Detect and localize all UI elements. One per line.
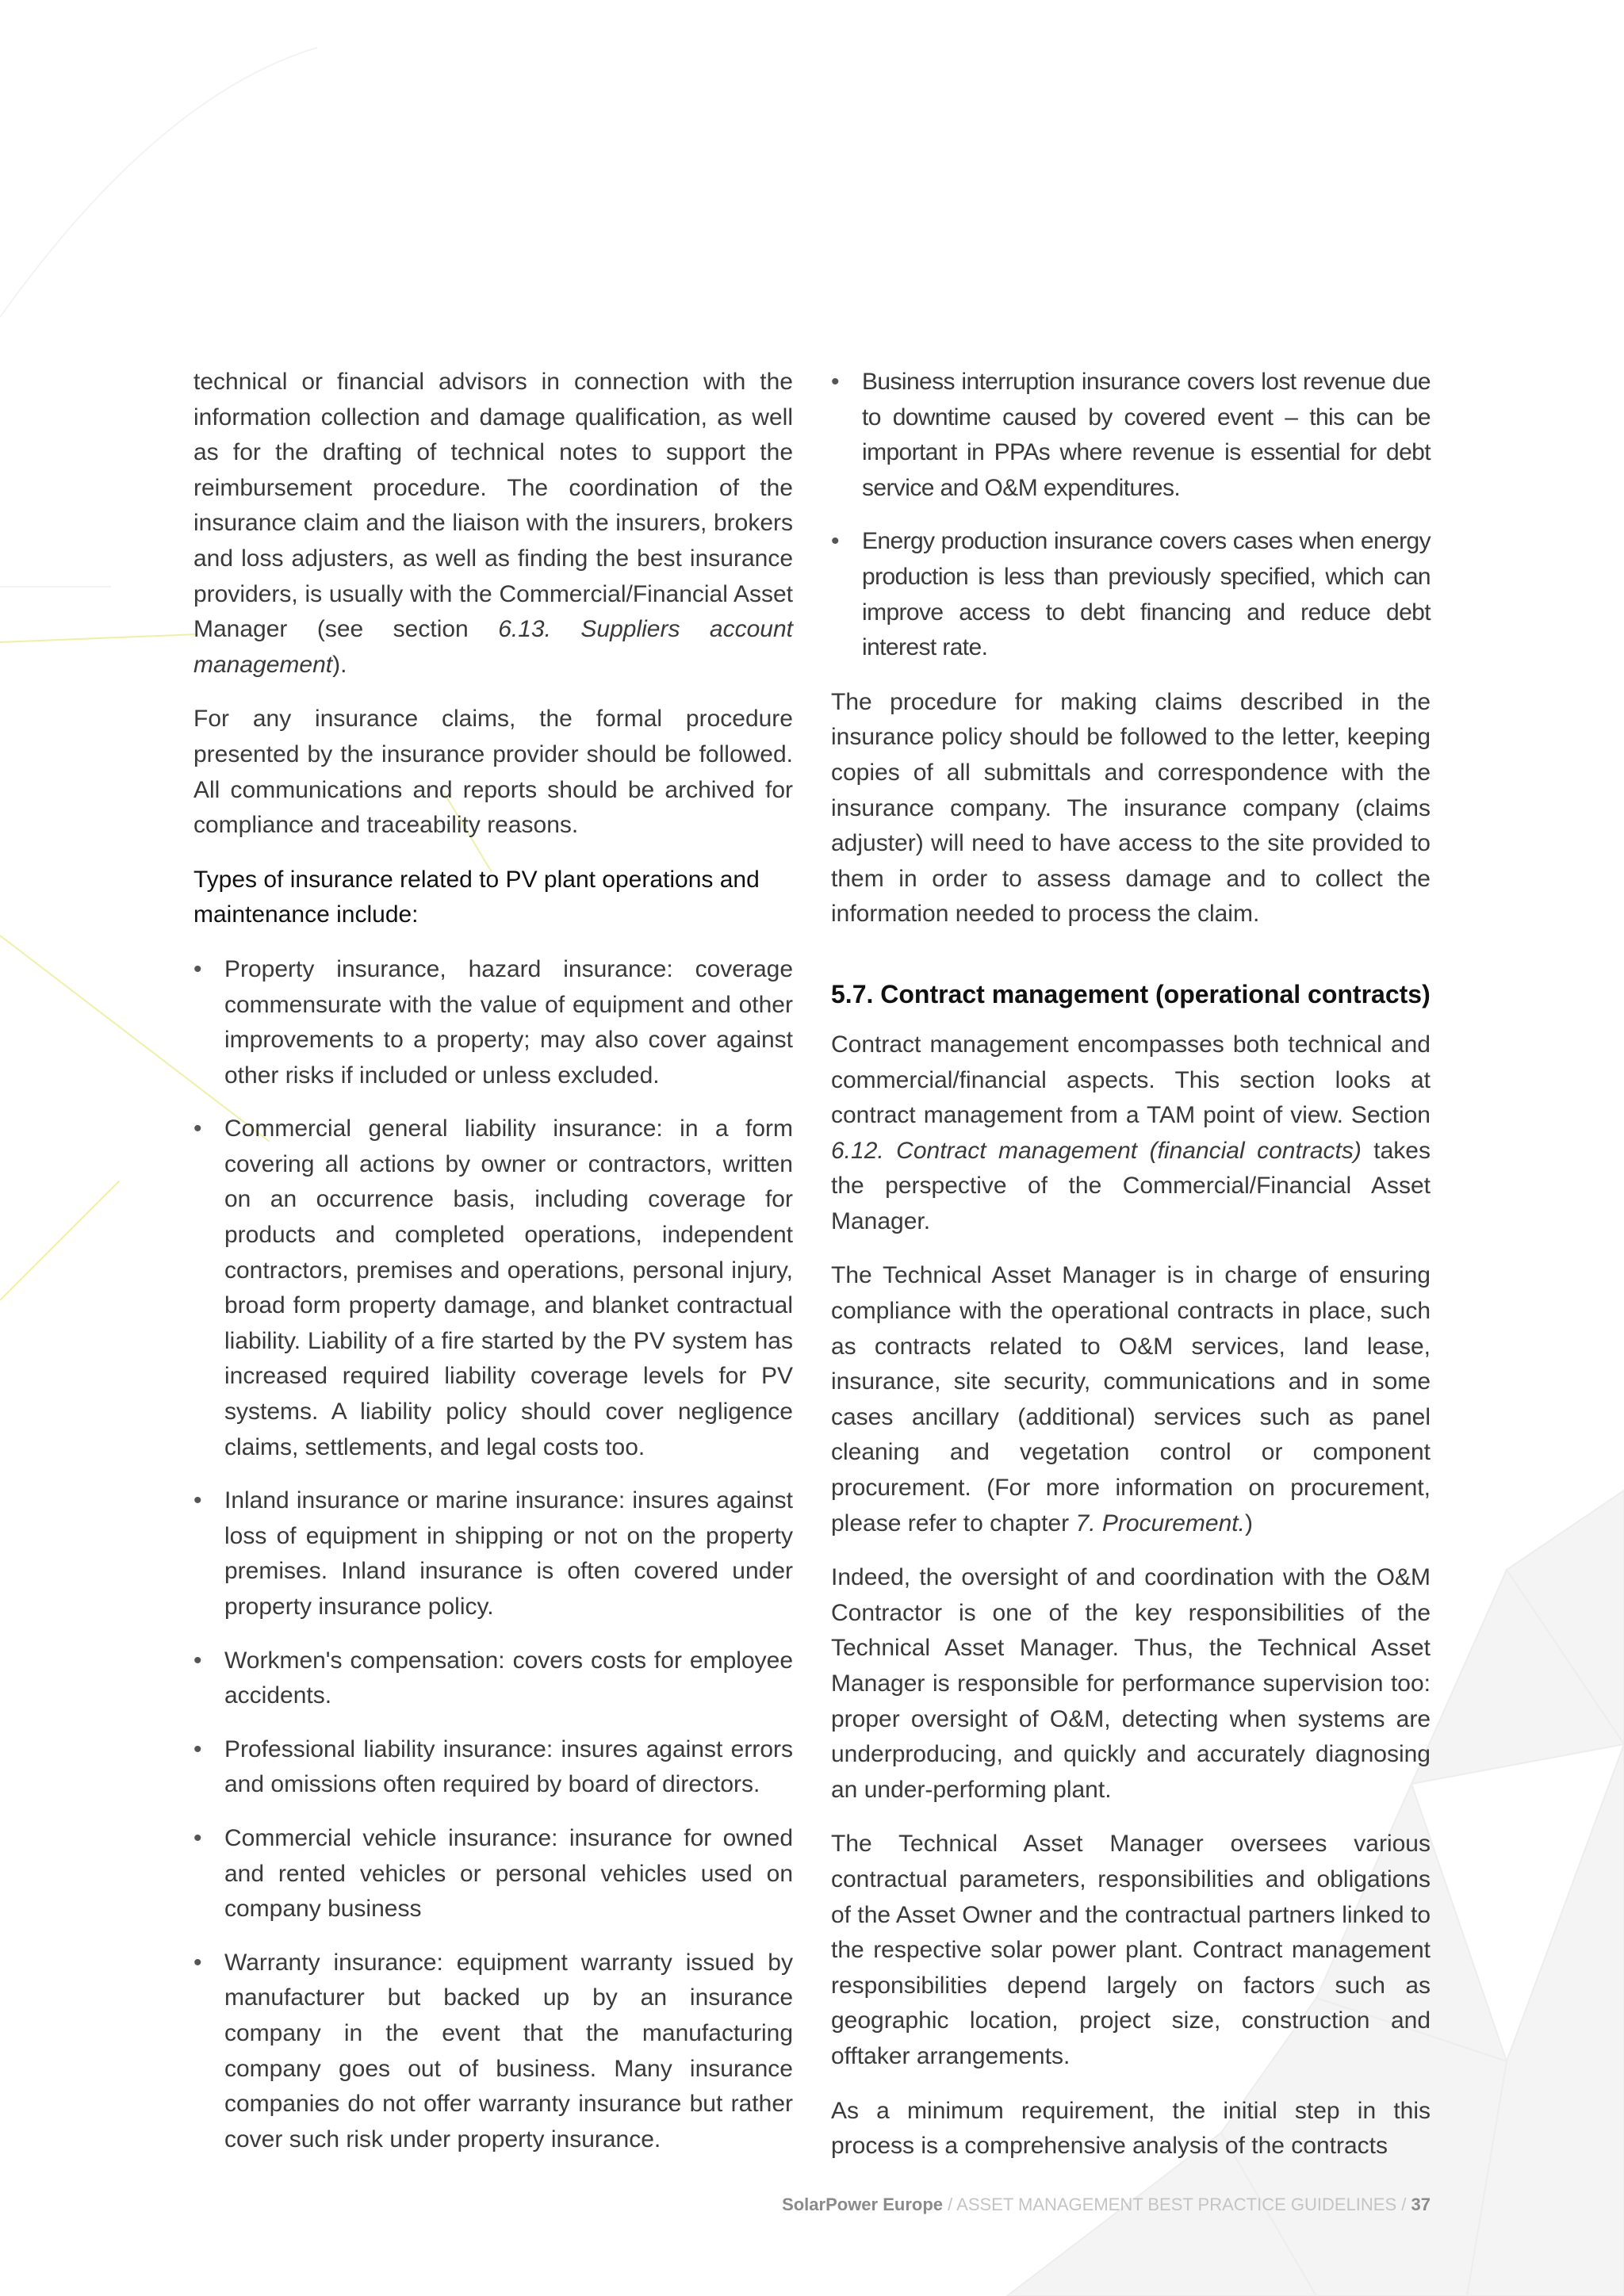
section-reference-6-12: 6.12. Contract management (financial contracts) xyxy=(831,1137,1362,1164)
list-item: • Commercial vehicle insurance: insurance for owned and rented vehicles or personal vehicles used on company business xyxy=(193,1821,793,1927)
list-item: • Professional liability insurance: insures against errors and omissions often required by board of directors. xyxy=(193,1732,793,1803)
page-footer xyxy=(782,2195,1431,2215)
insurance-types-list xyxy=(193,952,793,2157)
bullet-icon: • xyxy=(193,1824,202,1851)
page-number: 37 xyxy=(1411,2195,1431,2214)
section-heading-5-7: 5.7. Contract management (operational contracts) xyxy=(831,979,1431,1008)
footer-document-title: ASSET MANAGEMENT BEST PRACTICE GUIDELINES xyxy=(956,2195,1397,2214)
list-item: • Inland insurance or marine insurance: insures against loss of equipment in shipping or not on the property premises. Inland insurance is often covered under property insurance policy. xyxy=(193,1483,793,1624)
section-reference-6-13: 6.13. Suppliers account management xyxy=(193,616,793,678)
bullet-icon: • xyxy=(193,1487,202,1514)
paragraph-claims-procedure: For any insurance claims, the formal procedure presented by the insurance provider should be followed. All communications and reports should be archived for compliance and traceability reasons. xyxy=(193,706,793,839)
footer-separator: / xyxy=(1396,2195,1411,2214)
bullet-icon: • xyxy=(193,955,202,982)
paragraph-tam-compliance: The Technical Asset Manager is in charge of ensuring compliance with the operational contracts in place, such as contracts related to O&M services, land lease, insurance, site security, communications and in some cases ancillary (additional) services such as panel cleaning and vegetation control or component procurement. (For more information on procurement, please refer to chapter 7. Procurement.) xyxy=(831,1262,1431,1536)
paragraph-contract-management-intro: Contract management encompasses both technical and commercial/financial aspects. This section looks at contract management from a TAM point of view. Section 6.12. Contract management (financial contracts) takes the perspective of the Commercial/Financial Asset Manager. xyxy=(831,1031,1431,1234)
paragraph-claims-coordination: technical or financial advisors in connection with the information collection and damage qualification, as well as for the drafting of technical notes to support the reimbursement procedure. The coordination of the insurance claim and the liaison with the insurers, brokers and loss adjusters, as well as finding the best insurance providers, is usually with the Commercial/Financial Asset Manager (see section 6.13. Suppliers account management). xyxy=(193,369,793,678)
bullet-icon: • xyxy=(193,1647,202,1674)
paragraph-claims-letter: The procedure for making claims described in the insurance policy should be followed to the letter, keeping copies of all submittals and correspondence with the insurance company. The insurance company (claims adjuster) will need to have access to the site provided to them in order to assess damage and to collect the information needed to process the claim. xyxy=(831,688,1431,928)
list-item: • Energy production insurance covers cases when energy production is less than previously specified, which can improve access to debt financing and reduce debt interest rate. xyxy=(831,524,1431,665)
list-item: • Warranty insurance: equipment warranty issued by manufacturer but backed up by an insurance company in the event that the manufacturing company goes out of business. Many insurance companies do not offer warranty insurance but rather cover such risk under property insurance. xyxy=(193,1946,793,2158)
list-item: • Property insurance, hazard insurance: coverage commensurate with the value of equipment and other improvements to a property; may also cover against other risks if included or unless excluded. xyxy=(193,952,793,1093)
list-item: • Commercial general liability insurance: in a form covering all actions by owner or contractors, written on an occurrence basis, including coverage for products and completed operations, independent contractors, premises and operations, personal injury, broad form property damage, and blanket contractual liability. Liability of a fire started by the PV system has increased required liability coverage levels for PV systems. A liability policy should cover negligence claims, settlements, and legal costs too. xyxy=(193,1112,793,1465)
bullet-icon: • xyxy=(831,369,839,395)
paragraph-contractual-parameters: The Technical Asset Manager oversees various contractual parameters, responsibilities and obligations of the Asset Owner and the contractual partners linked to the respective solar power plant. Contract management responsibilities depend largely on factors such as geographic location, project size, construction and offtaker arrangements. xyxy=(831,1831,1431,2069)
bullet-icon: • xyxy=(193,1115,202,1142)
insurance-types-list-continued xyxy=(831,365,1431,666)
bullet-icon: • xyxy=(193,1735,202,1762)
footer-separator: / xyxy=(943,2195,957,2214)
list-item: • Business interruption insurance covers lost revenue due to downtime caused by covered event – this can be important in PPAs where revenue is essential for debt service and O&M expenditures. xyxy=(831,365,1431,506)
chapter-reference-7: 7. Procurement. xyxy=(1075,1510,1245,1536)
right-column xyxy=(831,365,1431,2183)
footer-brand: SolarPower Europe xyxy=(782,2195,944,2214)
left-column xyxy=(193,365,793,2176)
bullet-icon: • xyxy=(831,528,839,555)
bullet-icon: • xyxy=(193,1949,202,1976)
list-item: • Workmen's compensation: covers costs for employee accidents. xyxy=(193,1644,793,1714)
paragraph-oversight: Indeed, the oversight of and coordination with the O&M Contractor is one of the key responsibilities of the Technical Asset Manager. Thus, the Technical Asset Manager is responsible for performance supervision too: proper oversight of O&M, detecting when systems are underproducing, and quickly and accurately diagnosing an under-performing plant. xyxy=(831,1564,1431,1803)
paragraph-minimum-requirement: As a minimum requirement, the initial step in this process is a comprehensive analysis of the contracts xyxy=(831,2097,1431,2160)
insurance-types-lead: Types of insurance related to PV plant operations and maintenance include: xyxy=(193,866,760,928)
